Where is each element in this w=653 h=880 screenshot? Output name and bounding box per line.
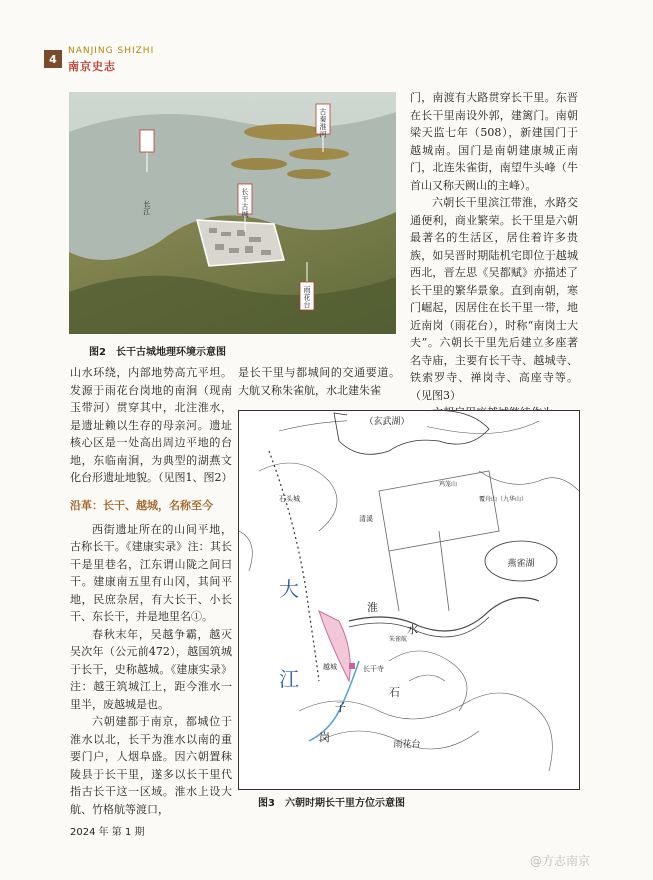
label-shi: 石 [389, 686, 400, 699]
paragraph: 六朝长干里滨江带淮，水路交通便利，商业繁荣。长干里是六朝最著名的生活区，居住着许多贵族，如吴晋时期陆机宅即位于越城西北，晋左思《吴都赋》亦描述了长干里的繁华景象。直到南朝，寒门崛起，因居住在长干里一带，地近南岗（雨花台），时称“南岗士大夫”。六朝长干里先后建立多座著名寺庙，主要有长干寺、越城寺、铁索罗寺、禅岗寺、高座寺等。（见图3） [410, 196, 578, 402]
label-changjiang: 长江 [143, 200, 151, 216]
label-da: 大 [279, 577, 299, 601]
paragraph: 春秋末年，吴越争霸，越灭吴次年（公元前472），越国筑城于长干，史称越城。《建康实录》注：越王筑城江上，距今淮水一里半，废越城是也。 [70, 627, 232, 711]
watermark: @方志南京 [530, 854, 591, 868]
paragraph: 是长干里与都城间的交通要道。大航又称朱雀航，水北建朱雀 [238, 366, 400, 397]
aerial-illustration [69, 92, 396, 334]
paragraph: 门，南渡有大路贯穿长干里。东晋在长干里南设外郭，建篱门。南朝梁天监七年（508），新建国门于越城南。国门是南朝建康城正南门，北连朱雀街，南望牛头峰（牛首山又称天阙山的主峰）。 [410, 91, 578, 192]
label-yuecheng: 越城 [323, 663, 337, 671]
section-heading: 沿革：长干、越城，名称至今 [70, 498, 213, 512]
paragraph: 西街遗址所在的山间平地，古称长干。《建康实录》注：其长干是里巷名，江东谓山陇之间曰干。建康南五里有山冈，其间平地，民庶杂居，有大长干、小长干、东长干，并是地里名①。 [70, 522, 232, 623]
page-number: 4 [44, 50, 62, 68]
figure3-map [238, 410, 580, 790]
label-changgan-city: 长干古城 [241, 188, 249, 219]
figure2-caption: 图2 长干古城地理环境示意图 [89, 347, 226, 358]
label-zi: 子 [335, 701, 346, 714]
label-gu-qinhuai: 古秦淮河 [319, 108, 327, 139]
paragraph: 六朝建都于南京，都城位于淮水以北，长干为淮水以南的重要门户，人烟阜盛。因六朝置秣陵县于长干里，遂多以长干里代指古长干这一区域。淮水上设大航、竹格航等渡口， [70, 715, 232, 816]
label-qingxi: 清溪 [359, 515, 373, 523]
label-xuanwuhu: （玄武湖） [364, 417, 410, 427]
figure3-caption: 图3 六朝时期长干里方位示意图 [258, 798, 405, 809]
column-3 [410, 89, 578, 422]
label-shitoucheng: 石头城 [279, 495, 300, 503]
label-yanquehu: 燕雀湖 [507, 559, 535, 569]
column-1 [70, 364, 232, 818]
label-changgansi: 长干寺 [363, 665, 384, 673]
label-yuhuatai: 雨花台 [303, 286, 311, 309]
label-zhuque: 朱雀航 [389, 636, 408, 643]
map-illustration [239, 411, 579, 789]
paragraph: 山水环绕，内部地势高亢平坦。发源于雨花台岗地的南涧（现南玉带河）贯穿其中，北注淮水，是遗址赖以生存的母亲河。遗址核心区是一处高出周边平地的台地，东临南涧，为典型的湖燕文化台形遗址地貌。（见图1、图2） [70, 366, 233, 484]
label-jiang: 江 [279, 667, 299, 691]
label-shui: 水 [407, 623, 418, 636]
column-2 [238, 364, 400, 399]
brand-en: NANJING SHIZHI [68, 46, 155, 56]
label-jilongshan: 鸡笼山 [439, 481, 458, 488]
issue-footer: 2024 年 第 1 期 [70, 827, 145, 838]
brand-cn: 南京史志 [68, 60, 116, 73]
label-gang: 岗 [319, 731, 330, 744]
figure2-photo [69, 92, 396, 334]
label-huai: 淮 [367, 601, 378, 614]
label-yuhuatai-map: 雨花台 [393, 740, 421, 750]
label-fuzhoushan: 覆舟山（九华山） [479, 496, 528, 503]
